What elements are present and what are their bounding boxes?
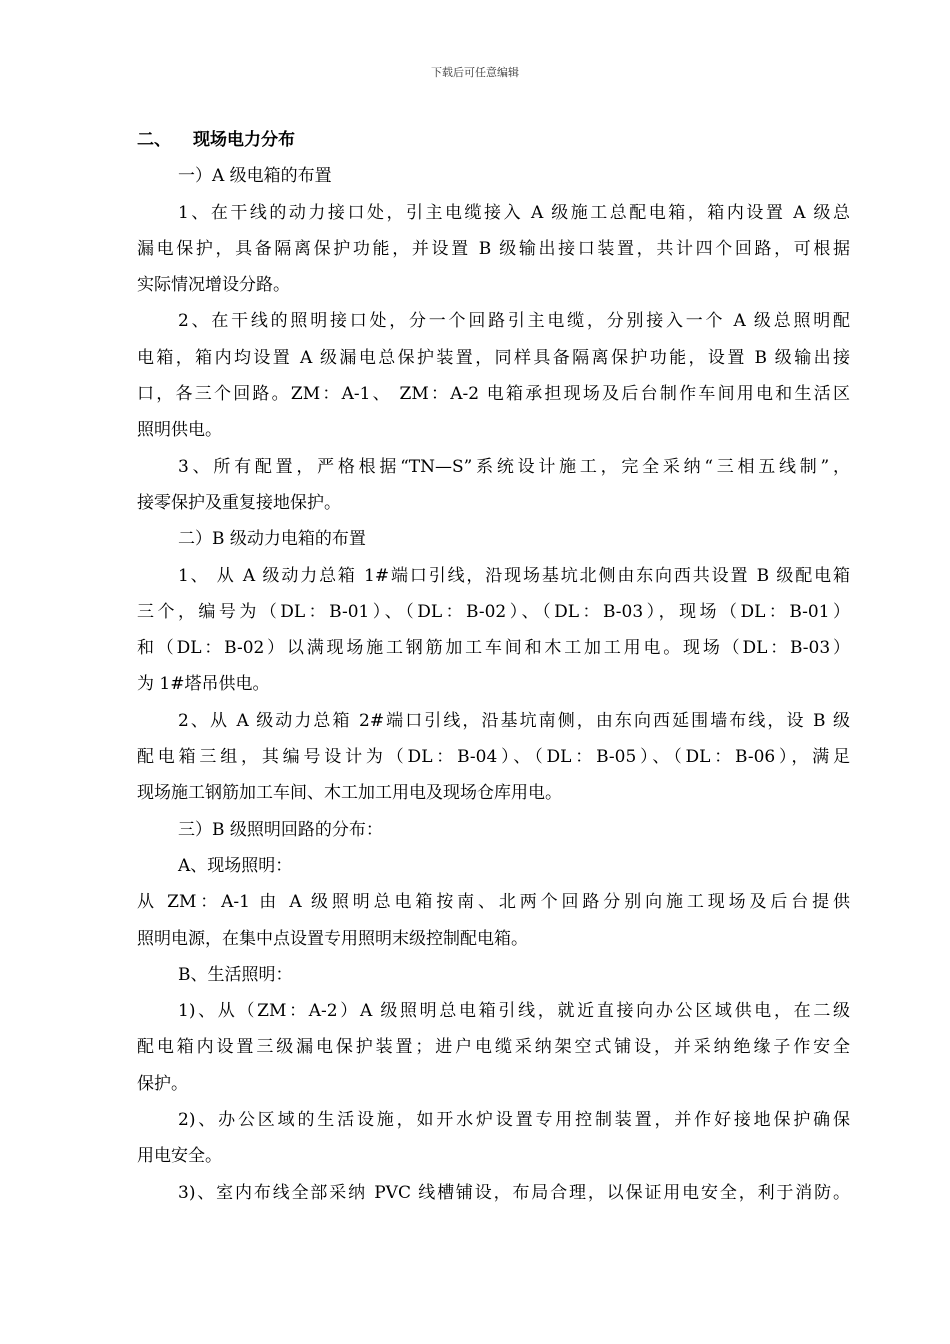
text-line: 实际情况增设分路。 (137, 275, 290, 296)
text-line: 电箱，箱内均设置 A 级漏电总保护装置，同样具备隔离保护功能，设置 B 级输出接 (137, 347, 850, 368)
text-line: 二）B 级动力电箱的布置 (178, 529, 366, 550)
text-line: 2、从 A 级动力总箱 2#端口引线，沿基坑南侧，由东向西延围墙布线，设 B 级 (178, 710, 850, 731)
text-line: 现场施工钢筋加工车间、木工加工用电及现场仓库用电。 (137, 783, 562, 804)
text-line: A、现场照明： (178, 855, 293, 876)
text-line: 1)、从（ZM：A-2）A 级照明总电箱引线，就近直接向办公区域供电，在二级 (178, 1001, 850, 1022)
text-line: 照明电源，在集中点设置专用照明末级控制配电箱。 (137, 928, 528, 949)
text-line: 用电安全。 (137, 1146, 222, 1167)
page-header: 下载后可任意编辑 (431, 66, 519, 79)
text-line: B、生活照明： (178, 964, 293, 985)
text-line: 配电箱内设置三级漏电保护装置；进户电缆采纳架空式铺设，并采纳绝缘子作安全 (137, 1037, 850, 1058)
text-line: 配电箱三组，其编号设计为（DL：B-04）、（DL：B-05）、（DL：B-06），满足 (137, 747, 850, 768)
text-line: 和（DL：B-02）以满现场施工钢筋加工车间和木工加工用电。现场（DL：B-03） (137, 638, 850, 659)
text-line: 漏电保护，具备隔离保护功能，并设置 B 级输出接口装置，共计四个回路，可根据 (137, 238, 850, 259)
text-line: 1、在干线的动力接口处，引主电缆接入 A 级施工总配电箱，箱内设置 A 级总 (178, 202, 850, 223)
text-line: 一）A 级电箱的布置 (178, 166, 332, 187)
document-body (137, 122, 850, 1211)
text-line: 2、在干线的照明接口处，分一个回路引主电缆，分别接入一个 A 级总照明配 (178, 311, 850, 332)
text-line: 保护。 (137, 1073, 188, 1094)
text-line: 3)、室内布线全部采纳 PVC 线槽铺设，布局合理，以保证用电安全，利于消防。 (178, 1182, 850, 1203)
text-line: 照明供电。 (137, 420, 222, 441)
text-line: 3、所有配置，严格根据“TN—S”系统设计施工，完全采纳“三相五线制”， (178, 456, 850, 477)
paragraph-lines (137, 158, 850, 1211)
text-line: 为 1#塔吊供电。 (137, 674, 270, 695)
text-line: 口，各三个回路。ZM：A-1、 ZM：A-2 电箱承担现场及后台制作车间用电和生活区 (137, 384, 850, 405)
section-heading (137, 122, 850, 158)
text-line: 1、 从 A 级动力总箱 1#端口引线，沿现场基坑北侧由东向西共设置 B 级配电箱 (178, 565, 850, 586)
section-title: 现场电力分布 (193, 130, 295, 150)
text-line: 三个，编号为（DL：B-01）、（DL：B-02）、（DL：B-03），现场（DL：B-01） (137, 601, 850, 622)
text-line: 接零保护及重复接地保护。 (137, 492, 341, 513)
text-line: 2)、办公区域的生活设施，如开水炉设置专用控制装置，并作好接地保护确保 (178, 1110, 850, 1131)
text-line: 从 ZM：A-1 由 A 级照明总电箱按南、北两个回路分别向施工现场及后台提供 (137, 892, 850, 913)
text-line: 三）B 级照明回路的分布： (178, 819, 383, 840)
section-number: 二、 (137, 130, 171, 150)
